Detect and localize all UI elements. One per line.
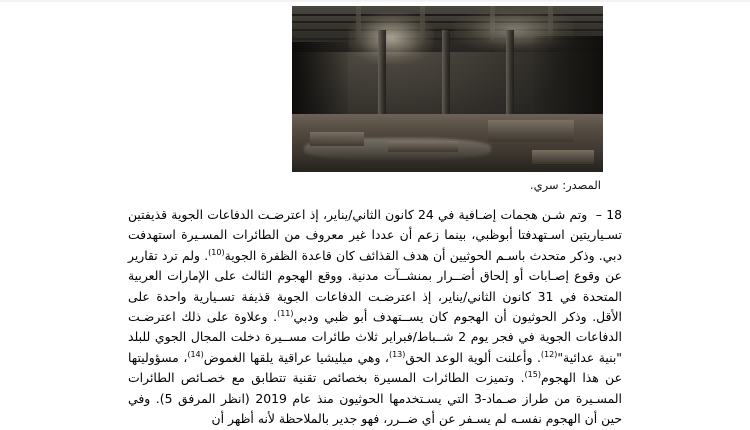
paragraph-text-2: . ولم ترد تقارير عن وقوع إصـابات أو إلحاق أضــرار بمنشــآت مدنية. ووقع الهجوم الثالث على الإمارات العربية المتحدة في 31 كانون الثاني/يناير، إذ اعترضـت الدفاعات الجوية قذيفة تسـيارية واحدة على الأقل. وذكر الحوثيون أن الهجوم كان يســتهدف أبو ظبي ودبي [128,247,622,325]
paragraph-text-5: ، وهي ميليشيا عراقية يلقها الغموض [203,349,389,365]
photo-debris [310,132,364,146]
paragraph-18 [128,205,622,429]
figure-block [292,6,603,192]
paragraph-number: 18 – [595,207,622,222]
paragraph-text-1: وتم شـن هجمات إضـافية في 24 كانون الثاني/يناير، إذ اعترضـت الدفاعات الجوية قذيفتين تسـياريتين اسـتهدفتا أبوظبي، بينما زعم أن عددا غير معروف من الطائرات المسـيرة استهدفت دبي. وذكر متحدث باسـم الحوثيين أن هدف القذائف كان قاعدة الظفرة الجوية [128,207,622,263]
page-top-rule [0,0,750,2]
footnote-ref-13: (13) [388,349,406,359]
body-text-block [128,205,622,429]
photo-debris [488,120,574,142]
footnote-ref-11: (11) [277,308,294,318]
photo-debris [388,141,458,152]
paragraph-text-7: . وتميزت الطائرات المسيرة بخصائص تقنية تتطابق مع خصـائص الطائرات المسـيرة من طراز صـماد-3 التي يسـتخدمها الحوثيون منذ عام 2019 (انظر المرفق 5). وفي حين أن الهجوم نفسـه لم يسـفر عن أي ضــرر، فهو جدير بالملاحظة لأنه أظهر أن [128,370,622,427]
figure-photo-burnt-industrial-interior [292,6,603,172]
photo-highlight [348,12,434,64]
photo-column [378,30,386,126]
footnote-ref-15: (15) [524,370,541,380]
footnote-ref-14: (14) [187,349,204,359]
figure-caption: المصدر: سري. [529,178,601,192]
paragraph-text-6: ، مسؤوليتها عن هذا الهجوم [128,349,622,386]
paragraph-text-3: . وعلاوة على ذلك اعترضـت الدفاعات الجوية في فجر يوم 2 شــباط/فبراير ثلاث طائرات مســيرة دخلت المجال الجوي للبلد "بنية عدائية" [128,309,622,365]
footnote-ref-12: (12) [540,349,558,359]
footnote-ref-10: (10) [208,247,225,257]
paragraph-text-4: . وأعلنت ألوية الوعد الحق [405,349,541,365]
photo-debris [532,150,594,164]
